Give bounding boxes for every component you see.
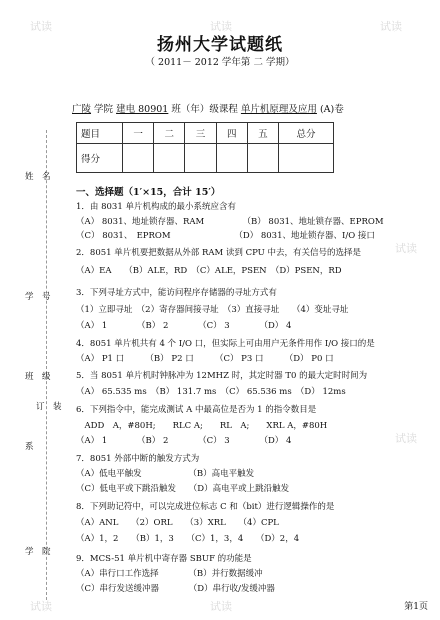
question-line: （A）串行口工作选择 （B）并行数据缓冲 bbox=[76, 569, 263, 579]
question-line: 7．8051 外部中断的触发方式为 bbox=[76, 454, 200, 464]
question-line: （A） 1 （B） 2 （C） 3 （D） 4 bbox=[76, 321, 292, 331]
question-line: ADD A，#80H; RLC A; RL A; XRL A，#80H bbox=[76, 421, 328, 431]
question-line: 1．由 8031 单片机构成的最小系统应含有 bbox=[76, 202, 236, 212]
score-header-cell: 题目 bbox=[77, 123, 123, 144]
page-number: 第1页 bbox=[404, 602, 428, 612]
watermark-text: 试读 bbox=[395, 432, 417, 445]
college-margin-label: 学 院 bbox=[25, 547, 51, 557]
watermark-text: 试读 bbox=[395, 242, 417, 255]
score-cell bbox=[123, 144, 154, 173]
score-header-cell: 二 bbox=[154, 123, 185, 144]
question-line: 2．8051 单片机要把数据从外部 RAM 读到 CPU 中去，有关信号的选择是 bbox=[76, 248, 362, 258]
score-header-cell: 三 bbox=[185, 123, 216, 144]
section-title: 一、选择题（1′×15，合计 15′） bbox=[76, 187, 221, 198]
score-cell bbox=[216, 144, 247, 173]
academic-term: （ 2011－ 2012 学年第 二 学期） bbox=[145, 57, 295, 68]
question-line: （A） 1 （B） 2 （C） 3 （D） 4 bbox=[76, 436, 292, 446]
watermark-text: 试读 bbox=[30, 600, 52, 613]
question-line: （A）ANL （2）ORL （3）XRL （4）CPL bbox=[76, 518, 279, 528]
score-row-label: 得分 bbox=[77, 144, 123, 173]
class-name: 建电 80901 bbox=[116, 104, 169, 115]
question-line: 3．下列寻址方式中，能访问程序存储器的寻址方式有 bbox=[76, 288, 277, 298]
student-number-label: 学 号 bbox=[25, 292, 51, 302]
college-label: 学院 bbox=[94, 104, 114, 115]
class-margin-label: 班 级 bbox=[25, 372, 51, 382]
watermark-text: 试读 bbox=[30, 20, 52, 33]
score-header-row bbox=[77, 123, 334, 144]
question-line: （A）1，2 （B）1，3 （C）1，3，4 （D）2，4 bbox=[76, 534, 300, 544]
watermark-text: 试读 bbox=[210, 600, 232, 613]
class-label: 班（年）级课程 bbox=[171, 104, 238, 115]
question-line: 8．下列助记符中，可以完成进位标志 C 和（bit）进行逻辑操作的是 bbox=[76, 502, 335, 512]
score-cell bbox=[154, 144, 185, 173]
binding-line bbox=[46, 130, 47, 600]
name-label: 姓 名 bbox=[25, 172, 51, 182]
cut-label: 订 装 bbox=[36, 402, 62, 412]
question-line: 5．当 8051 单片机时钟脉冲为 12MHZ 时，其定时器 T0 的最大定时时间为 bbox=[76, 371, 368, 381]
question-line: （A） 65.535 ms （B） 131.7 ms （C） 65.536 ms （D） 12ms bbox=[76, 387, 346, 397]
question-line: （A） 8031、地址锁存器、RAM （B） 8031、地址锁存器、EPROM bbox=[76, 217, 384, 227]
score-cell bbox=[247, 144, 278, 173]
course-name: 单片机原理及应用 bbox=[240, 104, 317, 115]
question-line: （C）低电平或下跳沿触发 （D）高电平或上跳沿触发 bbox=[76, 484, 290, 494]
question-line: （1）立即寻址 （2）寄存器间接寻址 （3）直接寻址 （4）变址寻址 bbox=[76, 305, 349, 315]
question-line: （A） P1 口 （B） P2 口 （C） P3 口 （D） P0 口 bbox=[76, 354, 334, 364]
score-cell bbox=[279, 144, 334, 173]
question-line: （A）低电平触发 （B）高电平触发 bbox=[76, 469, 255, 479]
score-row bbox=[77, 144, 334, 173]
question-line: 6．下列指令中，能完成测试 A 中最高位是否为 1 的指令数目是 bbox=[76, 405, 317, 415]
score-header-cell: 五 bbox=[247, 123, 278, 144]
watermark-text: 试读 bbox=[380, 20, 402, 33]
question-line: 4．8051 单片机共有 4 个 I/O 口，但实际上可由用户无条件用作 I/O 接口的是 bbox=[76, 339, 375, 349]
campus-name: 广陵 bbox=[72, 104, 92, 115]
score-table bbox=[76, 122, 334, 173]
score-header-cell: 总分 bbox=[279, 123, 334, 144]
watermark-text: 试读 bbox=[210, 20, 232, 33]
question-line: （C） 8031、 EPROM （D） 8031、地址锁存器、I/O 接口 bbox=[76, 231, 375, 241]
dept-label: 系 bbox=[25, 442, 34, 452]
question-line: （C）串行发送缓冲器 （D）串行收/发缓冲器 bbox=[76, 584, 275, 594]
question-line: （A）EA （B）ALE，RD （C）ALE，PSEN （D）PSEN，RD bbox=[76, 266, 342, 276]
paper-label: (A)卷 bbox=[319, 104, 344, 115]
course-info bbox=[72, 101, 344, 115]
score-cell bbox=[185, 144, 216, 173]
score-header-cell: 一 bbox=[123, 123, 154, 144]
page-title: 扬州大学试题纸 bbox=[157, 35, 283, 55]
score-header-cell: 四 bbox=[216, 123, 247, 144]
question-line: 9．MCS-51 单片机中寄存器 SBUF 的功能是 bbox=[76, 554, 252, 564]
